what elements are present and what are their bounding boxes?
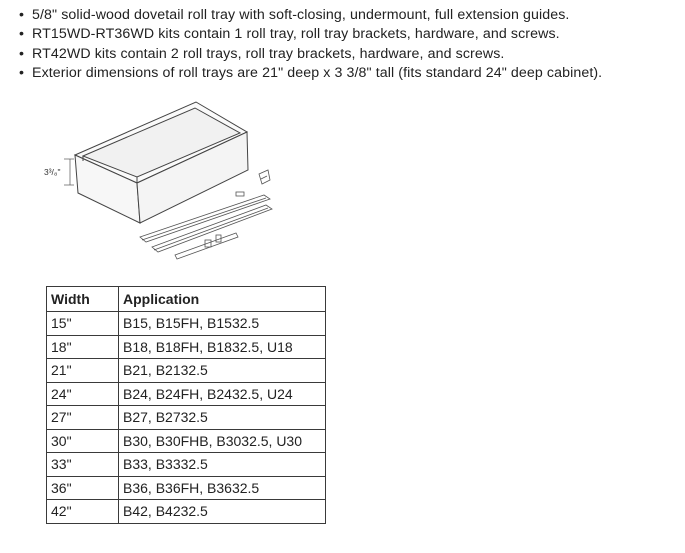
- feature-text: Exterior dimensions of roll trays are 21" deep x 3 3/8" tall (fits standard 24" deep cabinet).: [32, 64, 603, 81]
- table-header-row: [47, 287, 326, 312]
- table-row: [47, 500, 326, 524]
- width-cell: 24": [47, 382, 119, 406]
- table-row: [47, 429, 326, 453]
- width-cell: 15": [47, 312, 119, 336]
- application-cell: B21, B2132.5: [119, 359, 326, 383]
- height-dimension: [64, 159, 74, 185]
- table-row: [47, 476, 326, 500]
- application-cell: B36, B36FH, B3632.5: [119, 476, 326, 500]
- feature-item: [19, 64, 679, 83]
- application-cell: B18, B18FH, B1832.5, U18: [119, 335, 326, 359]
- application-cell: B27, B2732.5: [119, 406, 326, 430]
- feature-text: RT15WD-RT36WD kits contain 1 roll tray, roll tray brackets, hardware, and screws.: [32, 26, 560, 43]
- feature-item: [19, 25, 679, 44]
- bullet-icon: •: [19, 26, 25, 43]
- application-cell: B15, B15FH, B1532.5: [119, 312, 326, 336]
- width-cell: 27": [47, 406, 119, 430]
- width-cell: 36": [47, 476, 119, 500]
- roll-tray-drawing: [75, 102, 248, 223]
- feature-item: [19, 6, 679, 25]
- table-row: [47, 453, 326, 477]
- table-row: [47, 406, 326, 430]
- application-column-header: Application: [119, 287, 326, 312]
- width-cell: 18": [47, 335, 119, 359]
- feature-item: [19, 45, 679, 64]
- application-cell: B30, B30FHB, B3032.5, U30: [119, 429, 326, 453]
- width-cell: 30": [47, 429, 119, 453]
- width-cell: 33": [47, 453, 119, 477]
- width-cell: 21": [47, 359, 119, 383]
- table-row: [47, 382, 326, 406]
- feature-list: [19, 6, 679, 83]
- width-cell: 42": [47, 500, 119, 524]
- height-dimension-label: 3³/₈": [44, 167, 61, 177]
- width-column-header: Width: [47, 287, 119, 312]
- feature-text: RT42WD kits contain 2 roll trays, roll tray brackets, hardware, and screws.: [32, 45, 505, 62]
- table-row: [47, 359, 326, 383]
- application-cell: B33, B3332.5: [119, 453, 326, 477]
- application-cell: B42, B4232.5: [119, 500, 326, 524]
- bullet-icon: •: [19, 64, 25, 81]
- table-row: [47, 335, 326, 359]
- feature-text: 5/8" solid-wood dovetail roll tray with soft-closing, undermount, full extension guides.: [32, 7, 570, 23]
- roll-tray-illustration: [40, 92, 290, 272]
- application-table: [46, 286, 326, 524]
- bullet-icon: •: [19, 7, 25, 23]
- table-row: [47, 312, 326, 336]
- bullet-icon: •: [19, 45, 25, 62]
- application-cell: B24, B24FH, B2432.5, U24: [119, 382, 326, 406]
